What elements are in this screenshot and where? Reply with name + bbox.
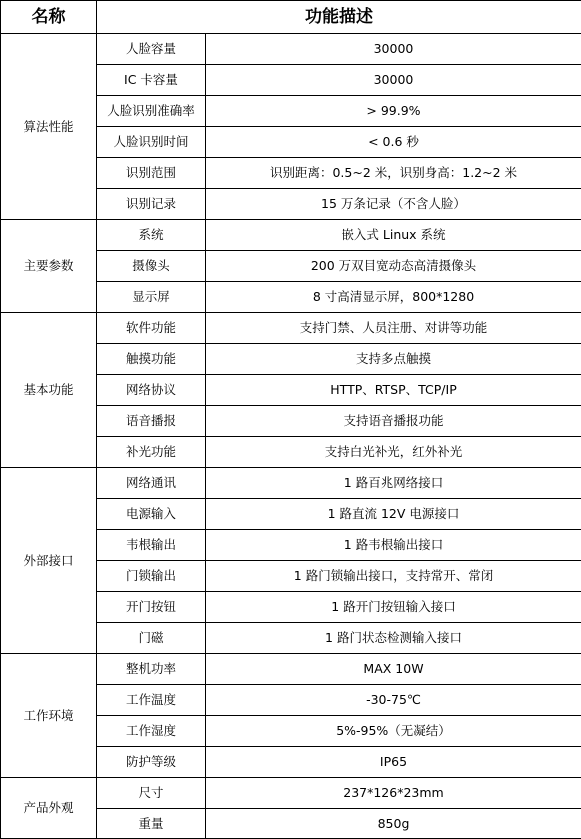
value-cell: MAX 10W (206, 654, 581, 685)
item-cell: 语音播报 (97, 406, 206, 437)
table-row (1, 778, 581, 809)
value-cell: 1 路百兆网络接口 (206, 468, 581, 499)
header-row (1, 1, 581, 34)
value-cell: 1 路直流 12V 电源接口 (206, 499, 581, 530)
item-cell: 识别范围 (97, 158, 206, 189)
value-cell: 1 路门锁输出接口，支持常开、常闭 (206, 561, 581, 592)
category-cell: 基本功能 (1, 313, 97, 468)
item-cell: 整机功率 (97, 654, 206, 685)
value-cell: 237*126*23mm (206, 778, 581, 809)
value-cell: 支持门禁、人员注册、对讲等功能 (206, 313, 581, 344)
category-cell: 外部接口 (1, 468, 97, 654)
value-cell: 200 万双目宽动态高清摄像头 (206, 251, 581, 282)
value-cell: 30000 (206, 34, 581, 65)
item-cell: 工作湿度 (97, 716, 206, 747)
item-cell: 门锁输出 (97, 561, 206, 592)
item-cell: 门磁 (97, 623, 206, 654)
value-cell: 支持语音播报功能 (206, 406, 581, 437)
item-cell: 网络协议 (97, 375, 206, 406)
value-cell: 30000 (206, 65, 581, 96)
item-cell: 摄像头 (97, 251, 206, 282)
item-cell: 韦根输出 (97, 530, 206, 561)
value-cell: 1 路门状态检测输入接口 (206, 623, 581, 654)
item-cell: 系统 (97, 220, 206, 251)
value-cell: 嵌入式 Linux 系统 (206, 220, 581, 251)
table-row (1, 654, 581, 685)
value-cell: -30-75℃ (206, 685, 581, 716)
item-cell: 人脸容量 (97, 34, 206, 65)
value-cell: 支持白光补光，红外补光 (206, 437, 581, 468)
value-cell: > 99.9% (206, 96, 581, 127)
item-cell: 人脸识别时间 (97, 127, 206, 158)
value-cell: HTTP、RTSP、TCP/IP (206, 375, 581, 406)
category-cell: 产品外观 (1, 778, 97, 839)
item-cell: 防护等级 (97, 747, 206, 778)
header-name: 名称 (1, 1, 97, 34)
item-cell: 尺寸 (97, 778, 206, 809)
item-cell: 电源输入 (97, 499, 206, 530)
item-cell: 显示屏 (97, 282, 206, 313)
value-cell: 1 路开门按钮输入接口 (206, 592, 581, 623)
category-cell: 工作环境 (1, 654, 97, 778)
item-cell: 重量 (97, 809, 206, 839)
table-row (1, 220, 581, 251)
value-cell: 15 万条记录（不含人脸） (206, 189, 581, 220)
category-cell: 主要参数 (1, 220, 97, 313)
item-cell: IC 卡容量 (97, 65, 206, 96)
header-description: 功能描述 (97, 1, 581, 34)
value-cell: 识别距离：0.5~2 米，识别身高：1.2~2 米 (206, 158, 581, 189)
item-cell: 软件功能 (97, 313, 206, 344)
table-row (1, 468, 581, 499)
table-row (1, 34, 581, 65)
item-cell: 工作温度 (97, 685, 206, 716)
item-cell: 补光功能 (97, 437, 206, 468)
value-cell: 5%-95%（无凝结） (206, 716, 581, 747)
item-cell: 识别记录 (97, 189, 206, 220)
value-cell: 1 路韦根输出接口 (206, 530, 581, 561)
item-cell: 网络通讯 (97, 468, 206, 499)
table-row (1, 313, 581, 344)
value-cell: 850g (206, 809, 581, 839)
value-cell: 支持多点触摸 (206, 344, 581, 375)
category-cell: 算法性能 (1, 34, 97, 220)
value-cell: < 0.6 秒 (206, 127, 581, 158)
value-cell: IP65 (206, 747, 581, 778)
item-cell: 触摸功能 (97, 344, 206, 375)
item-cell: 开门按钮 (97, 592, 206, 623)
value-cell: 8 寸高清显示屏，800*1280 (206, 282, 581, 313)
item-cell: 人脸识别准确率 (97, 96, 206, 127)
